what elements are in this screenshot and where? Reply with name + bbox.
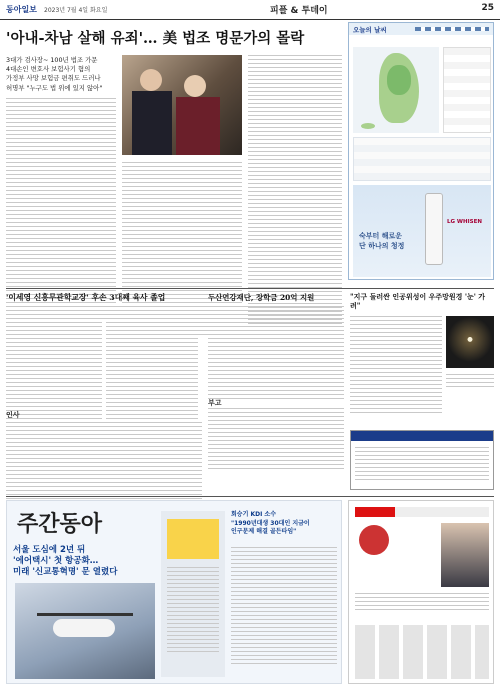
weekly-logo: 주간동아 <box>17 511 103 537</box>
air-purifier-image <box>425 193 443 265</box>
lead-headline: '아내-차남 살해 유죄'… 美 법조 명문가의 몰락 <box>6 30 305 47</box>
weather-panel <box>348 22 494 280</box>
deck-line: 가정부 사망 보험금 편취도 드러나 <box>6 74 101 83</box>
corporate-notice <box>350 430 494 490</box>
newspaper-brand: 동아일보 <box>6 5 37 14</box>
sponsor-brand: LG WHISEN <box>447 219 482 225</box>
book-covers-row <box>355 625 489 679</box>
lead-deck <box>6 56 116 93</box>
weekly-side-line: "1990년대생 30대인 지금이 <box>231 519 310 527</box>
story-body <box>350 316 442 413</box>
ad-divider <box>6 496 494 497</box>
weekly-side-list <box>231 547 337 664</box>
lead-body-column-3 <box>248 55 342 324</box>
deck-line: 허명부 "누구도 법 위에 있지 않아" <box>6 83 103 92</box>
weekly-side-line: 회승기 KDI 소수 <box>231 511 277 518</box>
ad-copy-line: 단 하나의 청정 <box>359 242 405 250</box>
weekly-headline <box>13 545 133 578</box>
image-caption <box>446 374 494 387</box>
ad-copy-line: 숙부터 해로운 <box>359 232 403 240</box>
weekly-headline-line: 서울 도심에 2년 뒤 <box>13 545 86 555</box>
city-temperature-grid <box>353 137 491 181</box>
personnel-heading: 인사 <box>6 411 20 419</box>
issue-date: 2023년 7월 4일 화요일 <box>44 7 108 14</box>
lead-photo <box>122 55 242 155</box>
weekly-headline-line: '에어택시' 첫 항공화… <box>13 556 99 566</box>
story-body <box>106 306 198 423</box>
weekly-headline-line: 미래 '신교통혁명' 문 열렸다 <box>13 567 118 577</box>
weekly-side-feature <box>231 511 337 537</box>
book-ad <box>348 500 494 684</box>
author-photo <box>441 523 489 587</box>
magazine-cover <box>161 511 225 677</box>
deck-line: 4대손인 변호사 보험사기 혐의 <box>6 65 91 74</box>
weekly-donga-ad <box>6 500 342 684</box>
air-taxi-photo <box>15 583 155 679</box>
telescope-image <box>446 316 494 368</box>
weather-title: 오늘의 날씨 <box>353 26 387 34</box>
weather-sponsor-ad <box>353 185 491 277</box>
section-divider <box>6 288 494 289</box>
page-number: 25 <box>481 3 494 13</box>
deck-line: 3대가 검사장~ 100년 법조 가문 <box>6 56 98 64</box>
weekly-side-line: 인구문제 해결 골든타임" <box>231 528 297 536</box>
story-body <box>208 306 344 399</box>
section-title: 피플 & 투데이 <box>270 6 328 16</box>
forecast-table <box>443 47 491 133</box>
obituary-heading: 부고 <box>208 399 222 407</box>
obituary-list <box>208 408 344 469</box>
story-headline: '이세영 신흥무관학교장' 후손 3대째 육사 졸업 <box>6 293 166 302</box>
story-headline: "지구 둘러싼 인공위성이 우주망원경 '눈' 가려" <box>350 292 486 310</box>
weather-map <box>353 47 439 133</box>
story-headline: 두산연강재단, 장학금 20억 지원 <box>208 293 315 302</box>
story-body <box>6 306 102 423</box>
page-header <box>0 0 500 20</box>
lead-body-column-1 <box>6 98 116 319</box>
